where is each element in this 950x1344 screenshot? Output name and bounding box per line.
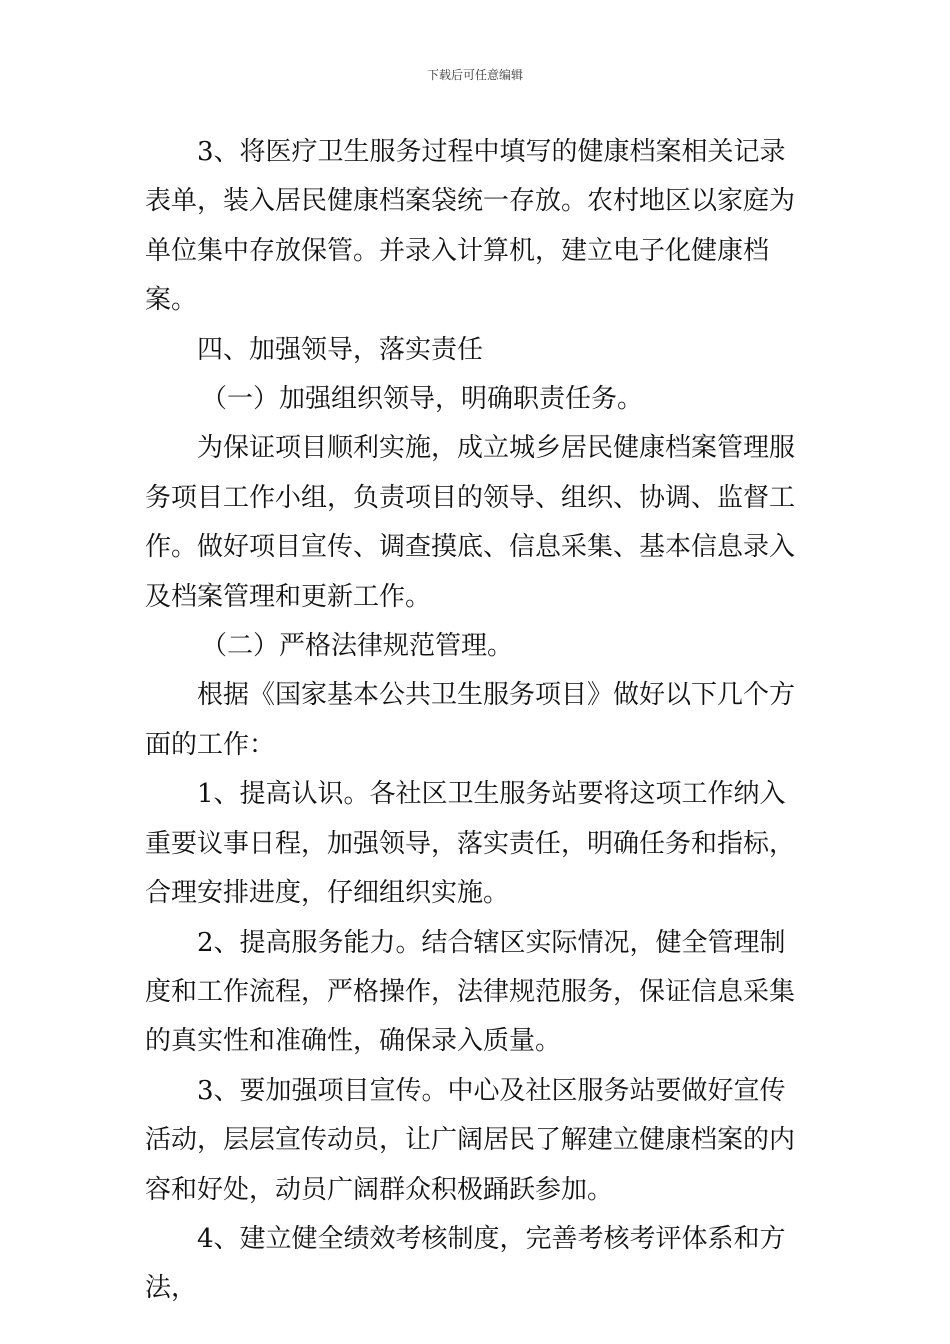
paragraph-working-group: 为保证项目顺利实施，成立城乡居民健康档案管理服务项目工作小组，负责项目的领导、组织、协调、监督工作。做好项目宣传、调查摸底、信息采集、基本信息录入及档案管理和更新工作。: [145, 433, 796, 612]
paragraph-archive-storage: 3、将医疗卫生服务过程中填写的健康档案相关记录表单，装入居民健康档案袋统一存放。农村地区以家庭为单位集中存放保管。并录入计算机，建立电子化健康档案。: [145, 137, 796, 316]
document-body: [145, 128, 810, 1314]
page-header: 下载后可任意编辑: [426, 68, 523, 82]
paragraph-according-to: 根据《国家基本公共卫生服务项目》做好以下几个方面的工作：: [145, 680, 796, 760]
section-heading-leadership: 四、加强领导，落实责任: [197, 334, 484, 365]
paragraph-item-2: 2、提高服务能力。结合辖区实际情况，健全管理制度和工作流程，严格操作，法律规范服务，保证信息采集的真实性和准确性，确保录入质量。: [145, 927, 796, 1057]
subheading-organization: （一）加强组织领导，明确职责任务。: [201, 384, 644, 415]
paragraph-item-4: 4、建立健全绩效考核制度，完善考核考评体系和方法，: [145, 1223, 786, 1304]
paragraph-item-1: 1、提高认识。各社区卫生服务站要将这项工作纳入重要议事日程，加强领导，落实责任，明确任务和指标，合理安排进度，仔细组织实施。: [145, 779, 796, 909]
paragraph-item-3: 3、要加强项目宣传。中心及社区服务站要做好宣传活动，层层宣传动员，让广阔居民了解建立健康档案的内容和好处，动员广阔群众积极踊跃参加。: [145, 1075, 796, 1205]
subheading-standard-management: （二）严格法律规范管理。: [201, 631, 514, 662]
